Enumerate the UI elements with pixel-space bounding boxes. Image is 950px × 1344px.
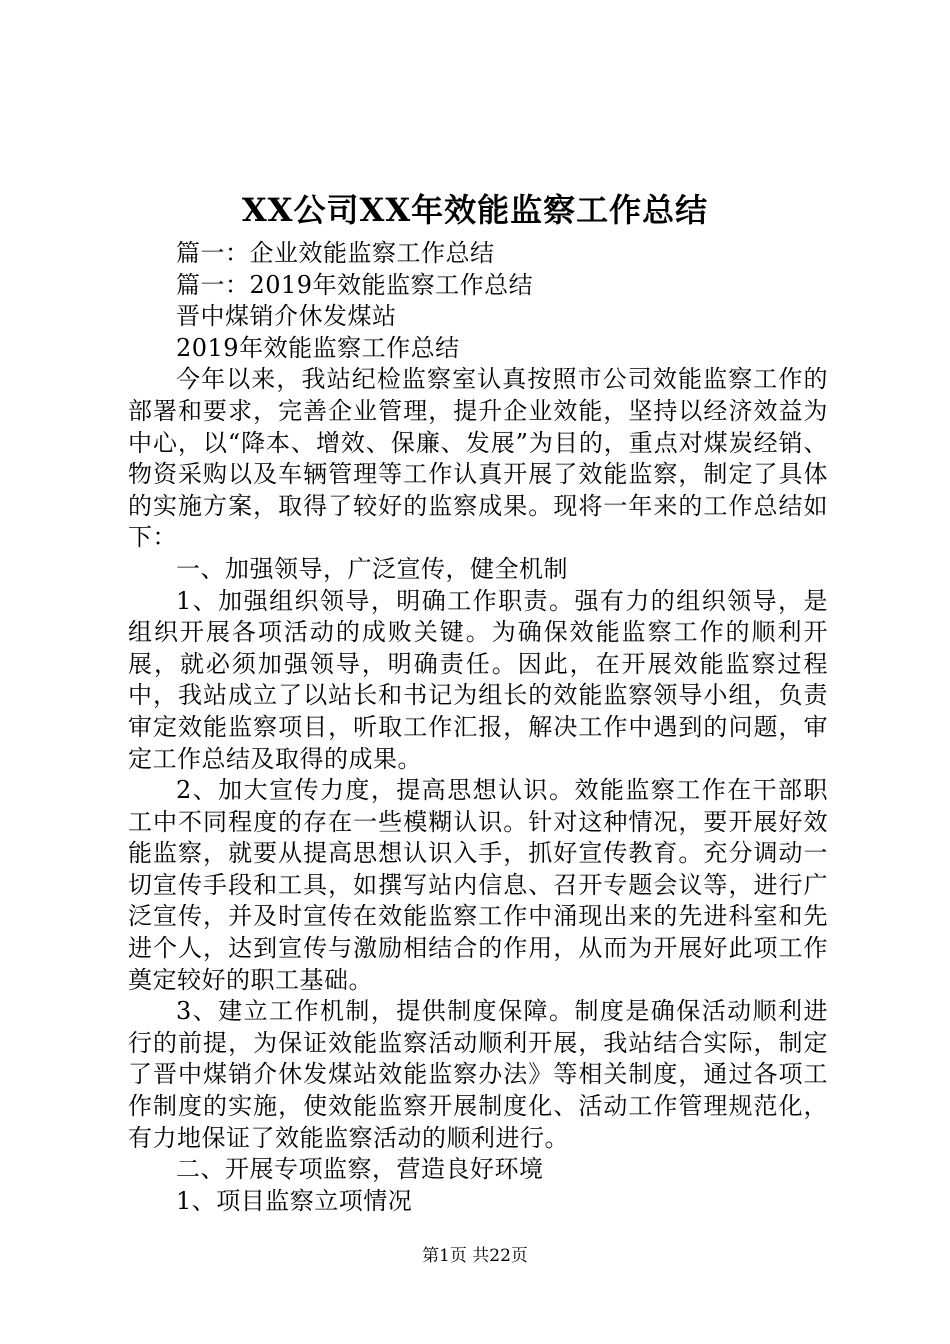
paragraph-item-3: 3、建立工作机制，提供制度保障。制度是确保活动顺利进行的前提，为保证效能监察活动顺利开展，我站结合实际，制定了晋中煤销介休发煤站效能监察办法》等相关制度，通过各项工作制度的实施，使效能监察开展制度化、活动工作管理规范化，有力地保证了效能监察活动的顺利进行。 — [128, 997, 828, 1152]
page-footer: 第1页 共22页 — [422, 1246, 528, 1266]
paragraph-item-1: 1、加强组织领导，明确工作职责。强有力的组织领导，是组织开展各项活动的成败关键。为确保效能监察工作的顺利开展，就必须加强领导，明确责任。因此，在开展效能监察过程中，我站成立了以站长和书记为组长的效能监察领导小组，负责审定效能监察项目，听取工作汇报，解决工作中遇到的问题，审定工作总结及取得的成果。 — [128, 586, 828, 773]
document-body — [128, 238, 828, 1217]
paragraph-organization: 晋中煤销介休发煤站 — [176, 302, 397, 331]
paragraph-introduction: 今年以来，我站纪检监察室认真按照市公司效能监察工作的部署和要求，完善企业管理，提升企业效能，坚持以经济效益为中心，以“降本、增效、保廉、发展”为目的，重点对煤炭经销、物资采购以及车辆管理等工作认真开展了效能监察，制定了具体的实施方案，取得了较好的监察成果。现将一年来的工作总结如下： — [128, 365, 828, 552]
section-heading-2: 二、开展专项监察，营造良好环境 — [176, 1155, 544, 1184]
paragraph-subheading-1: 1、项目监察立项情况 — [176, 1186, 413, 1215]
paragraph-subtitle-2: 篇一：2019年效能监察工作总结 — [176, 270, 534, 299]
paragraph-report-title: 2019年效能监察工作总结 — [176, 333, 460, 362]
paragraph-item-2: 2、加大宣传力度，提高思想认识。效能监察工作在干部职工中不同程度的存在一些模糊认识。针对这种情况，要开展好效能监察，就要从提高思想认识入手，抓好宣传教育。充分调动一切宣传手段和工具，如撰写站内信息、召开专题会议等，进行广泛宣传，并及时宣传在效能监察工作中涌现出来的先进科室和先进个人，达到宣传与激励相结合的作用，从而为开展好此项工作奠定较好的职工基础。 — [128, 776, 828, 994]
document-title: XX公司XX年效能监察工作总结 — [241, 191, 709, 229]
paragraph-subtitle-1: 篇一：企业效能监察工作总结 — [176, 239, 495, 267]
section-heading-1: 一、加强领导，广泛宣传，健全机制 — [176, 554, 568, 583]
